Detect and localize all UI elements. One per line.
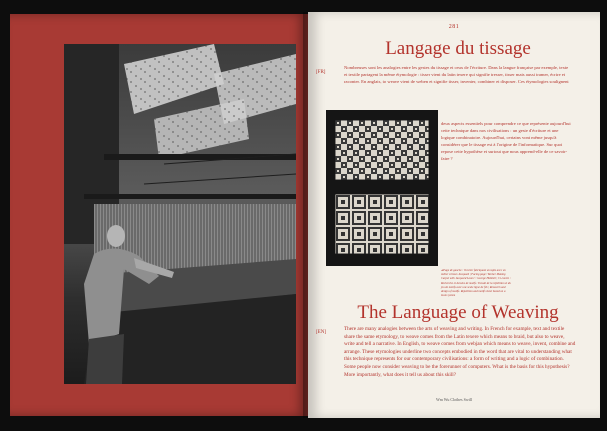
pattern-drawing-bottom bbox=[335, 194, 429, 254]
left-page bbox=[10, 14, 308, 416]
french-language-marker: [FR] bbox=[316, 70, 326, 75]
pattern-drawing-top bbox=[335, 120, 429, 180]
english-body: There are many analogies between the arts of weaving and writing. In French for example, text and textile share the same etymology, to weave comes from the Latin texere which means to braid, but also to weave, write and tell a narrative. In English, to weave comes from webjan which means to weave, invent, combine and arrange. These etymologies underline two concepts embodied in the word that are vital to understanding what this technique represents for our contemporary civilisations: a form of writing and a logic of combination. Some people now consider weaving to be the forerunner of computers. What is the basis for this hypothesis? More importantly, what does it tell us about this skill? bbox=[344, 326, 576, 378]
english-title: The Language of Weaving bbox=[357, 302, 559, 323]
weaver-photo bbox=[64, 44, 296, 384]
right-page bbox=[308, 12, 600, 418]
french-title: Langage du tissage bbox=[385, 38, 531, 59]
english-language-marker: [EN] bbox=[316, 330, 326, 335]
weaving-pattern-plate bbox=[326, 110, 438, 266]
image-caption: ◂ Page de gauche : Ouvrier fabriquant un tapis avec un métier à lisses Jacquard | Facing page: Worker Making Carpet with Jacquard Loom © George Hubbell | Ci-contre : Recherche et dessins de motifs. Travail de la répétition et du jeu de motifs avec une seule ligne de fils | Research and design of motifs. Repetition and motifs sheet based on a loom system bbox=[441, 268, 511, 298]
page-footer: Wm Wu Clothes Swill bbox=[435, 397, 473, 402]
french-body-top: Nombreuses sont les analogies entre les gestes du tissage et ceux de l'écriture. Dans la langue française par exemple, texte et textile partagent la même étymologie : tisser vient du latin texere qui signifie tresser, tisser mais aussi tramer, écrire et raconter. En anglais, to weave vient de weben et signifie tisser, inventer, combiner et disposer. Ces étymologies soulignent bbox=[344, 65, 569, 84]
page-number: 281 bbox=[448, 24, 460, 30]
french-body-right: deux aspects essentiels pour comprendre ce que représente aujourd'hui cette technique dans nos civilisations : un geste d'écriture et une logique combinatoire. Aujourd'hui, certains vont même jusqu'à considérer que le tissage est à l'origine de l'informatique. Sur quoi repose cette hypothèse et surtout que nous apprend-elle de ce savoir-faire ? bbox=[441, 121, 571, 161]
